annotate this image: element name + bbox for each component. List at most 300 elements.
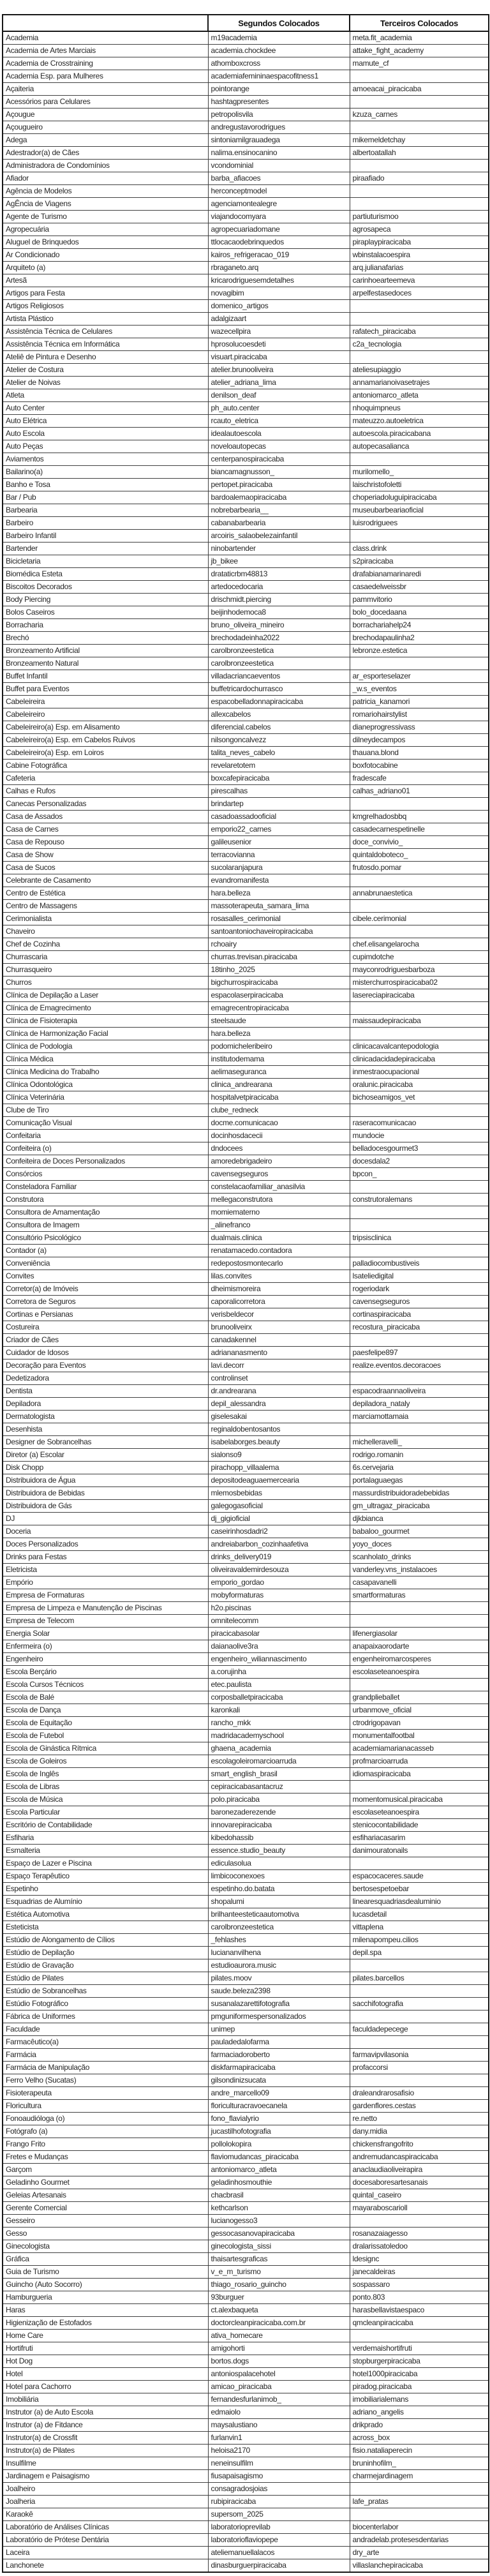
third-place-cell: marciamottamaia <box>350 1411 489 1423</box>
second-place-cell: baronezaderezende <box>208 1806 350 1819</box>
third-place-cell: anapaixaorodarte <box>350 1640 489 1653</box>
third-place-cell: escolaseteanoespira <box>350 1806 489 1819</box>
category-cell: AgÊncia de Viagens <box>3 198 208 211</box>
third-place-cell: espacocaceres.saude <box>350 1870 489 1883</box>
table-row <box>3 721 489 734</box>
category-cell: Faculdade <box>3 2023 208 2036</box>
category-cell: Academia de Crosstraining <box>3 57 208 70</box>
table-row <box>3 1372 489 1385</box>
third-place-cell: luisrodriguees <box>350 517 489 530</box>
category-cell: Hamburgueria <box>3 2291 208 2304</box>
third-place-cell <box>350 1679 489 1691</box>
category-cell: Clínica Veterinária <box>3 1091 208 1104</box>
category-cell: Churrasqueiro <box>3 964 208 977</box>
third-place-cell: attake_fight_academy <box>350 45 489 57</box>
category-cell: Cafeteria <box>3 772 208 785</box>
second-place-cell: kethcarlson <box>208 2202 350 2215</box>
second-place-cell: momiematerno <box>208 1206 350 1219</box>
second-place-cell: docinhosdacecii <box>208 1130 350 1142</box>
table-row <box>3 1832 489 1845</box>
table-row <box>3 2534 489 2547</box>
second-place-cell: carolbronzeestetica <box>208 1921 350 1934</box>
table-row <box>3 1704 489 1717</box>
third-place-cell: carinhoearteemeva <box>350 274 489 287</box>
second-place-cell: estudioaurora.music <box>208 1959 350 1972</box>
second-place-cell: depositodeaguaemercearia <box>208 1474 350 1487</box>
category-cell: Construtora <box>3 1194 208 1206</box>
second-place-cell: ct.alexbaqueta <box>208 2304 350 2317</box>
table-row <box>3 287 489 300</box>
category-cell: Acessórios para Celulares <box>3 96 208 109</box>
category-cell: Chaveiro <box>3 925 208 938</box>
third-place-cell: stopburgerpiracicaba <box>350 2355 489 2368</box>
category-cell: Dedetizadora <box>3 1372 208 1385</box>
third-place-cell: paesfelipe897 <box>350 1347 489 1359</box>
third-place-cell: clinicadacidadepiracicaba <box>350 1053 489 1066</box>
third-place-cell <box>350 530 489 543</box>
third-place-cell: kmgrelhadosbbq <box>350 811 489 823</box>
third-place-cell: clinicacavalcantepodologia <box>350 1040 489 1053</box>
category-cell: Escola Cursos Técnicos <box>3 1679 208 1691</box>
table-row <box>3 1576 489 1589</box>
category-cell: Escola de Goleiros <box>3 1755 208 1768</box>
second-place-cell: visuart.piracicaba <box>208 351 350 364</box>
table-row <box>3 1985 489 1998</box>
table-row <box>3 440 489 453</box>
category-cell: Instrutor (a) de Auto Escola <box>3 2406 208 2419</box>
third-place-cell: boxfotocabine <box>350 760 489 772</box>
category-cell: Frango Frito <box>3 2138 208 2151</box>
category-cell: Costureira <box>3 1321 208 1334</box>
second-place-cell: lucianogesso3 <box>208 2215 350 2228</box>
second-place-cell: karonkali <box>208 1704 350 1717</box>
category-cell: Criador de Cães <box>3 1334 208 1347</box>
third-place-cell: inmestraocupacional <box>350 1066 489 1079</box>
category-cell: Adega <box>3 134 208 147</box>
third-place-cell: pilates.barcellos <box>350 1972 489 1985</box>
second-place-cell: espacolaserpiracicaba <box>208 989 350 1002</box>
third-place-cell: brechodapaulinha2 <box>350 632 489 645</box>
table-row <box>3 1589 489 1602</box>
table-row <box>3 632 489 645</box>
category-cell: Escola de Inglês <box>3 1768 208 1781</box>
category-cell: Estúdio de Gravação <box>3 1959 208 1972</box>
third-place-cell: smartformaturas <box>350 1589 489 1602</box>
category-cell: Escola de Dança <box>3 1704 208 1717</box>
category-cell: Fisioterapeuta <box>3 2087 208 2100</box>
second-place-cell: pointorange <box>208 83 350 96</box>
table-row <box>3 121 489 134</box>
third-place-cell: vanderley.vns_instalacoes <box>350 1564 489 1576</box>
third-place-cell <box>350 2036 489 2049</box>
category-cell: Enfermeira (o) <box>3 1640 208 1653</box>
category-cell: Laboratório de Análises Clínicas <box>3 2521 208 2534</box>
second-place-cell: verisbeldecor <box>208 1308 350 1321</box>
category-cell: Doceria <box>3 1525 208 1538</box>
third-place-cell <box>350 2508 489 2521</box>
second-place-cell: centerpanospiracicaba <box>208 453 350 466</box>
category-cell: Atelier de Costura <box>3 364 208 377</box>
second-place-cell: gilsondinizsucata <box>208 2074 350 2087</box>
table-row <box>3 1615 489 1628</box>
table-row <box>3 1717 489 1730</box>
second-place-cell: amoredebrigadeiro <box>208 1155 350 1168</box>
second-place-cell: reginaldobentosantos <box>208 1423 350 1436</box>
second-place-cell: innovarepiracicaba <box>208 1819 350 1832</box>
category-cell: Assistência Técnica de Celulares <box>3 326 208 338</box>
table-row <box>3 1411 489 1423</box>
table-body <box>3 31 489 2572</box>
table-row <box>3 338 489 351</box>
third-place-cell <box>350 1372 489 1385</box>
third-place-cell <box>350 657 489 670</box>
third-place-cell: sacchifotografia <box>350 1998 489 2011</box>
second-place-cell: cepiracicabasantacruz <box>208 1781 350 1793</box>
third-place-cell <box>350 1181 489 1194</box>
category-cell: Farmácia <box>3 2049 208 2062</box>
third-place-cell: massurdistribuidoradebebidas <box>350 1487 489 1500</box>
second-place-cell: emporio22_carnes <box>208 823 350 836</box>
second-place-cell: pollolokopira <box>208 2138 350 2151</box>
third-place-cell: kzuza_carnes <box>350 109 489 121</box>
table-row <box>3 977 489 989</box>
table-row <box>3 2074 489 2087</box>
table-row <box>3 555 489 568</box>
table-row <box>3 1347 489 1359</box>
second-place-cell: fiusapaisagismo <box>208 2470 350 2483</box>
category-cell: Centro de Estética <box>3 887 208 900</box>
third-place-cell: charmejardinagem <box>350 2470 489 2483</box>
category-cell: Instrutor(a) de Crossfit <box>3 2432 208 2445</box>
category-cell: Farmacêutico(a) <box>3 2036 208 2049</box>
second-place-cell: evandromanifesta <box>208 874 350 887</box>
category-cell: Buffet Infantil <box>3 670 208 683</box>
second-place-cell: sintoniamilgrauadega <box>208 134 350 147</box>
third-place-cell: anaclaudiaoliveirapira <box>350 2164 489 2176</box>
table-row <box>3 2559 489 2573</box>
third-place-cell: mikemeldetchay <box>350 134 489 147</box>
table-row <box>3 172 489 185</box>
second-place-cell: unimep <box>208 2023 350 2036</box>
category-cell: Clínica de Depilação a Laser <box>3 989 208 1002</box>
table-row <box>3 1015 489 1028</box>
second-place-cell: academiafemininaespacofitness1 <box>208 70 350 83</box>
table-row <box>3 1462 489 1474</box>
table-row <box>3 1385 489 1398</box>
table-row <box>3 1870 489 1883</box>
category-cell: Clínica de Harmonização Facial <box>3 1028 208 1040</box>
third-place-cell: mundocie <box>350 1130 489 1142</box>
category-cell: Escola de Ginástica Rítmica <box>3 1742 208 1755</box>
table-row <box>3 134 489 147</box>
table-row <box>3 1538 489 1551</box>
table-row <box>3 2355 489 2368</box>
category-cell: Canecas Personalizadas <box>3 798 208 811</box>
category-cell: Clínica Odontológica <box>3 1079 208 1091</box>
category-cell: Espaço de Lazer e Piscina <box>3 1857 208 1870</box>
category-cell: Atleta <box>3 389 208 402</box>
second-place-cell: hara.belleza <box>208 887 350 900</box>
third-place-cell <box>350 1334 489 1347</box>
second-place-cell: hashtagpresentes <box>208 96 350 109</box>
third-place-cell: romariohairstylist <box>350 708 489 721</box>
table-row <box>3 2023 489 2036</box>
table-row <box>3 1679 489 1691</box>
second-place-cell: furlanvin1 <box>208 2432 350 2445</box>
table-row <box>3 274 489 287</box>
category-cell: Ateliê de Pintura e Desenho <box>3 351 208 364</box>
second-place-cell: casadoassadooficial <box>208 811 350 823</box>
category-cell: Drinks para Festas <box>3 1551 208 1564</box>
category-cell: Doces Personalizados <box>3 1538 208 1551</box>
category-cell: Escritório de Contabilidade <box>3 1819 208 1832</box>
category-cell: Fonoaudióloga (o) <box>3 2113 208 2125</box>
category-cell: Assistência Técnica em Informática <box>3 338 208 351</box>
second-place-cell: saude.beleza2398 <box>208 1985 350 1998</box>
third-place-cell: doce_convivio_ <box>350 836 489 849</box>
third-place-cell <box>350 185 489 198</box>
second-place-cell: edmaiolo <box>208 2406 350 2419</box>
third-place-cell: andradelab.protesesdentarias <box>350 2534 489 2547</box>
category-cell: Insulfilme <box>3 2457 208 2470</box>
second-place-cell: depil_alessandra <box>208 1398 350 1411</box>
second-place-cell: mlemosbebidas <box>208 1487 350 1500</box>
third-place-cell <box>350 160 489 172</box>
third-place-cell: bpcon_ <box>350 1168 489 1181</box>
table-row <box>3 1104 489 1117</box>
third-place-cell: choperiadoluguipiracicaba <box>350 491 489 504</box>
second-place-cell: atelier.brunooliveira <box>208 364 350 377</box>
category-cell: Jardinagem e Paisagismo <box>3 2470 208 2483</box>
second-place-cell: agropecuariadomane <box>208 223 350 236</box>
second-place-cell: adriananasmento <box>208 1347 350 1359</box>
second-place-cell: drinks_delivery019 <box>208 1551 350 1564</box>
table-row <box>3 683 489 696</box>
second-place-cell: nobrebarbearia__ <box>208 504 350 517</box>
table-row <box>3 211 489 223</box>
third-place-cell <box>350 70 489 83</box>
third-place-cell: piradog.piracicaba <box>350 2381 489 2393</box>
category-cell: Empório <box>3 1576 208 1589</box>
second-place-cell: limbicoconexoes <box>208 1870 350 1883</box>
table-row <box>3 772 489 785</box>
category-cell: Home Care <box>3 2330 208 2342</box>
second-place-cell: revelaretotem <box>208 760 350 772</box>
category-cell: Cabeleireiro(a) Esp. em Alisamento <box>3 721 208 734</box>
category-cell: Agência de Modelos <box>3 185 208 198</box>
second-place-cell: diskfarmapiracicaba <box>208 2062 350 2074</box>
second-place-cell: pauladedalofarma <box>208 2036 350 2049</box>
table-row <box>3 1117 489 1130</box>
category-cell: Confeitaria <box>3 1130 208 1142</box>
third-place-cell: vittaplena <box>350 1921 489 1934</box>
table-row <box>3 1181 489 1194</box>
third-place-cell: academiamarianacasseb <box>350 1742 489 1755</box>
table-row <box>3 543 489 555</box>
third-place-cell: bolo_docedaana <box>350 606 489 619</box>
table-row <box>3 823 489 836</box>
table-row <box>3 70 489 83</box>
third-place-cell: lsateliedigital <box>350 1270 489 1283</box>
third-place-cell: docesdala2 <box>350 1155 489 1168</box>
second-place-cell: amigohorti <box>208 2342 350 2355</box>
third-place-cell: casadecarnespetinelle <box>350 823 489 836</box>
third-place-cell: partiuturismoo <box>350 211 489 223</box>
second-place-cell: churras.trevisan.piracicaba <box>208 951 350 964</box>
second-place-cell: brechodadeinha2022 <box>208 632 350 645</box>
table-row <box>3 236 489 249</box>
second-place-cell: institutodemama <box>208 1053 350 1066</box>
second-place-cell: kibedohassib <box>208 1832 350 1845</box>
third-place-cell: ldesignc <box>350 2253 489 2266</box>
third-place-cell: pammvitorio <box>350 594 489 606</box>
category-cell: Artesã <box>3 274 208 287</box>
table-row <box>3 1449 489 1462</box>
second-place-cell: sucolaranjapura <box>208 862 350 874</box>
category-cell: Clube de Tiro <box>3 1104 208 1117</box>
category-cell: Adestrador(a) de Cães <box>3 147 208 160</box>
third-place-cell <box>350 798 489 811</box>
category-cell: Laboratório de Prótese Dentária <box>3 2534 208 2547</box>
category-cell: Karaokê <box>3 2508 208 2521</box>
table-row <box>3 887 489 900</box>
second-place-cell: podomicheleribeiro <box>208 1040 350 1053</box>
third-place-cell: verdemaishortifruti <box>350 2342 489 2355</box>
category-cell: Auto Escola <box>3 428 208 440</box>
second-place-cell: clinica_andrearana <box>208 1079 350 1091</box>
third-place-cell: ponto.803 <box>350 2291 489 2304</box>
table-row <box>3 2228 489 2240</box>
second-place-cell: hospitalvetpiracicaba <box>208 1091 350 1104</box>
second-place-cell: ttlocacaodebrinquedos <box>208 236 350 249</box>
col-header-second: Segundos Colocados <box>208 15 350 31</box>
category-cell: Instrutor(a) de Pilates <box>3 2445 208 2457</box>
table-row <box>3 849 489 862</box>
third-place-cell: dany.midia <box>350 2125 489 2138</box>
third-place-cell <box>350 1206 489 1219</box>
third-place-cell <box>350 96 489 109</box>
third-place-cell: harasbellavistaespaco <box>350 2304 489 2317</box>
second-place-cell: denilson_deaf <box>208 389 350 402</box>
second-place-cell: rbraganeto.arq <box>208 262 350 274</box>
second-place-cell: jucastilhofotografia <box>208 2125 350 2138</box>
table-row <box>3 1934 489 1947</box>
third-place-cell: mateuzzo.autoeletrica <box>350 415 489 428</box>
third-place-cell: rogeriodark <box>350 1283 489 1296</box>
category-cell: DJ <box>3 1513 208 1525</box>
table-row <box>3 2215 489 2228</box>
third-place-cell: lafe_pratas <box>350 2496 489 2508</box>
table-row <box>3 1628 489 1640</box>
table-row <box>3 2049 489 2062</box>
table-row <box>3 517 489 530</box>
third-place-cell: danimouratonails <box>350 1845 489 1857</box>
table-row <box>3 2100 489 2113</box>
third-place-cell: lebronze.estetica <box>350 645 489 657</box>
second-place-cell: luciananvilhena <box>208 1947 350 1959</box>
category-cell: Guincho (Auto Socorro) <box>3 2279 208 2291</box>
table-row <box>3 964 489 977</box>
category-cell: Engenheiro <box>3 1653 208 1666</box>
category-cell: Cerimonialista <box>3 913 208 925</box>
second-place-cell: antoniomarco_atleta <box>208 2164 350 2176</box>
table-row <box>3 657 489 670</box>
second-place-cell: agenciamontealegre <box>208 198 350 211</box>
second-place-cell: brunooliveirx <box>208 1321 350 1334</box>
table-row <box>3 925 489 938</box>
second-place-cell: buffetricardochurrasco <box>208 683 350 696</box>
table-row <box>3 811 489 823</box>
table-row <box>3 670 489 683</box>
table-row <box>3 1730 489 1742</box>
third-place-cell <box>350 1959 489 1972</box>
second-place-cell: dndocees <box>208 1142 350 1155</box>
table-row <box>3 2457 489 2470</box>
table-row <box>3 798 489 811</box>
second-place-cell: lilas.convites <box>208 1270 350 1283</box>
third-place-cell: espacodraannaoliveira <box>350 1385 489 1398</box>
category-cell: Fotógrafo (a) <box>3 2125 208 2138</box>
category-cell: Cabine Fotográfica <box>3 760 208 772</box>
second-place-cell: barba_afiacoes <box>208 172 350 185</box>
second-place-cell: rancho_mkk <box>208 1717 350 1730</box>
table-row <box>3 2113 489 2125</box>
third-place-cell: michelleravelli_ <box>350 1436 489 1449</box>
table-row <box>3 1640 489 1653</box>
second-place-cell: caseirinhosdadri2 <box>208 1525 350 1538</box>
category-cell: Espetinho <box>3 1883 208 1896</box>
category-cell: Arquiteto (a) <box>3 262 208 274</box>
table-row <box>3 1066 489 1079</box>
category-cell: Chef de Cozinha <box>3 938 208 951</box>
second-place-cell: 93burguer <box>208 2291 350 2304</box>
category-cell: Geladinho Gourmet <box>3 2176 208 2189</box>
category-cell: Estética Automotiva <box>3 1908 208 1921</box>
category-cell: Esteticista <box>3 1921 208 1934</box>
third-place-cell: casapavanelli <box>350 1576 489 1589</box>
second-place-cell: villadacriancaeventos <box>208 670 350 683</box>
table-row <box>3 2138 489 2151</box>
second-place-cell: jb_bikee <box>208 555 350 568</box>
third-place-cell: portalaguaegas <box>350 1474 489 1487</box>
category-cell: Barbearia <box>3 504 208 517</box>
second-place-cell: lavi.decorr <box>208 1359 350 1372</box>
category-cell: Celebrante de Casamento <box>3 874 208 887</box>
table-row <box>3 1998 489 2011</box>
third-place-cell: andremudancaspiracicaba <box>350 2151 489 2164</box>
table-row <box>3 453 489 466</box>
second-place-cell: cabanabarbearia <box>208 517 350 530</box>
category-cell: Cabeleireiro(a) Esp. em Loiros <box>3 747 208 760</box>
third-place-cell: belladocesgourmet3 <box>350 1142 489 1155</box>
category-cell: Clínica de Emagrecimento <box>3 1002 208 1015</box>
category-cell: Distribuidora de Água <box>3 1474 208 1487</box>
second-place-cell: kricarodriguesemdetalhes <box>208 274 350 287</box>
category-cell: Fábrica de Uniformes <box>3 2011 208 2023</box>
table-row <box>3 1168 489 1181</box>
second-place-cell: cavensegseguros <box>208 1168 350 1181</box>
third-place-cell: museubarbeariaoficial <box>350 504 489 517</box>
category-cell: Auto Center <box>3 402 208 415</box>
category-cell: Cuidador de Idosos <box>3 1347 208 1359</box>
third-place-cell <box>350 1423 489 1436</box>
third-place-cell: piraafiado <box>350 172 489 185</box>
second-place-cell: nilsongoncalvezz <box>208 734 350 747</box>
third-place-cell: ateliesupiaggio <box>350 364 489 377</box>
category-cell: Escola de Futebol <box>3 1730 208 1742</box>
third-place-cell: raseracomunicacao <box>350 1117 489 1130</box>
second-place-cell: sialonso9 <box>208 1449 350 1462</box>
